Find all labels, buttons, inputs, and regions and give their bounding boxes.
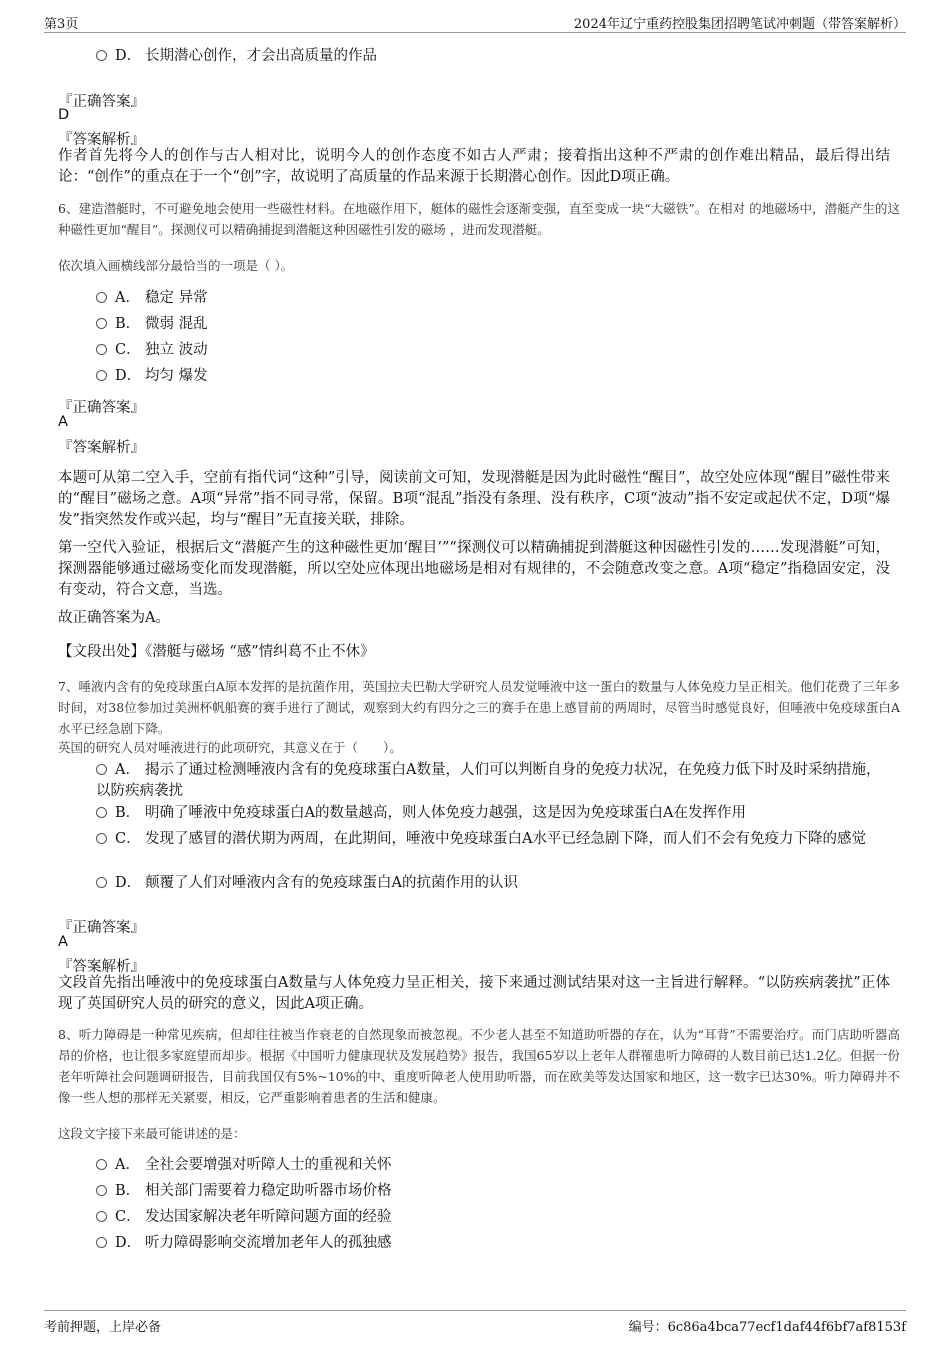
q7-answer: A: [58, 934, 68, 950]
q6-analysis-label: 『答案解析』: [58, 440, 145, 456]
radio-icon[interactable]: [96, 807, 107, 818]
q6-analysis-p2: 第一空代入验证，根据后文“潜艇产生的这种磁性更加‘醒目’”“探测仪可以精确捕捉到潜艇这种因磁性引发的……发现潜艇”可知，探测器能够通过磁场变化而发现潜艇，所以空处应体现出地磁场是相对有规律的，不会随意改变之意。A项“稳定”指稳固安定，没有变动，符合文意，当选。: [58, 540, 890, 598]
q6-source: 【文段出处】《潜艇与磁场 “感”情纠葛不止不休》: [58, 644, 375, 660]
q7-option-a[interactable]: A． 揭示了通过检测唾液内含有的免疫球蛋白A数量，人们可以判断自身的免疫力状况，在免疫力低下时及时采纳措施，以防疾病袭扰: [96, 762, 881, 799]
radio-icon[interactable]: [96, 344, 107, 355]
q5-analysis-label: 『答案解析』: [58, 132, 145, 148]
q8-question: 这段文字接下来最可能讲述的是：: [58, 1126, 246, 1141]
q7-analysis-label: 『答案解析』: [58, 959, 145, 975]
q8-option-a[interactable]: A． 全社会要增强对听障人士的重视和关怀: [96, 1155, 894, 1176]
q7-option-b[interactable]: B． 明确了唾液中免疫球蛋白A的数量越高，则人体免疫力越强，这是因为免疫球蛋白A在发挥作用: [96, 803, 894, 824]
q6-answer-label: 『正确答案』: [58, 400, 145, 416]
radio-icon[interactable]: [96, 1237, 107, 1248]
q7-stem: 7、唾液内含有的免疫球蛋白A原本发挥的是抗菌作用，英国拉夫巴勒大学研究人员发觉唾液中这一蛋白的数量与人体免疫力呈正相关。他们花费了三年多时间，对38位参加过美洲杯帆船赛的赛手进行了测试，观察到大约有四分之三的赛手在患上感冒前的两周时，尽管当时感觉良好，但唾液中免疫球蛋白A水平已经急剧下降。: [58, 679, 900, 736]
radio-icon[interactable]: [96, 833, 107, 844]
q6-analysis-p3: 故正确答案为A。: [58, 610, 170, 626]
q6-analysis-p1: 本题可从第二空入手，空前有指代词“这种”引导，阅读前文可知，发现潜艇是因为此时磁性“醒目”，故空处应体现“醒目”磁性带来的“醒目”磁场之意。A项“异常”指不同寻常，保留。B项“混乱”指没有条理、没有秩序，C项“波动”指不安定或起伏不定，D项“爆发”指突然发作或兴起，均与“醒目”无直接关联，排除。: [58, 470, 890, 528]
q7-option-c[interactable]: C． 发现了感冒的潜伏期为两周，在此期间，唾液中免疫球蛋白A水平已经急剧下降，而人们不会有免疫力下降的感觉: [96, 829, 894, 850]
q6-option-b[interactable]: B． 微弱 混乱: [96, 314, 894, 335]
radio-icon[interactable]: [96, 50, 107, 61]
footer-serial: 编号：6c86a4bca77ecf1daf44f6bf7af8153f: [628, 1320, 906, 1335]
q6-option-d[interactable]: D． 均匀 爆发: [96, 366, 894, 387]
radio-icon[interactable]: [96, 318, 107, 329]
q5-answer-label: 『正确答案』: [58, 94, 145, 110]
document-title: 2024年辽宁重药控股集团招聘笔试冲刺题（带答案解析）: [573, 17, 906, 32]
q5-answer: D: [58, 107, 70, 123]
q8-option-c[interactable]: C． 发达国家解决老年听障问题方面的经验: [96, 1207, 894, 1228]
q6-question: 依次填入画横线部分最恰当的一项是（ ）。: [58, 258, 294, 273]
radio-icon[interactable]: [96, 1159, 107, 1170]
radio-icon[interactable]: [96, 1211, 107, 1222]
q8-option-b[interactable]: B． 相关部门需要着力稳定助听器市场价格: [96, 1181, 894, 1202]
footer-slogan: 考前押题，上岸必备: [44, 1320, 162, 1335]
q6-option-a[interactable]: A． 稳定 异常: [96, 288, 894, 309]
radio-icon[interactable]: [96, 764, 107, 775]
page-footer: [44, 1310, 906, 1335]
q7-answer-label: 『正确答案』: [58, 920, 145, 936]
page-header: [44, 10, 906, 33]
q5-option-d[interactable]: D． 长期潜心创作，才会出高质量的作品: [96, 46, 894, 67]
q8-option-d[interactable]: D． 听力障碍影响交流增加老年人的孤独感: [96, 1233, 894, 1254]
q6-stem: 6、建造潜艇时，不可避免地会使用一些磁性材料。在地磁作用下，艇体的磁性会逐渐变强，直至变成一块“大磁铁”。在相对 的地磁场中，潜艇产生的这种磁性更加“醒目”。探测仪可以精确捕捉到潜艇这种因磁性引发的磁场 ，进而发现潜艇。: [58, 201, 900, 237]
q5-analysis: 作者首先将今人的创作与古人相对比，说明今人的创作态度不如古人严肃；接着指出这种不严肃的创作难出精品，最后得出结论：“创作”的重点在于一个“创”字，故说明了高质量的作品来源于长期潜心创作。因此D项正确。: [58, 148, 890, 185]
q7-option-d[interactable]: D． 颠覆了人们对唾液内含有的免疫球蛋白A的抗菌作用的认识: [96, 873, 894, 894]
radio-icon[interactable]: [96, 1185, 107, 1196]
q6-option-c[interactable]: C． 独立 波动: [96, 340, 894, 361]
q6-answer: A: [58, 414, 68, 430]
q7-analysis: 文段首先指出唾液中的免疫球蛋白A数量与人体免疫力呈正相关，接下来通过测试结果对这一主旨进行解释。“以防疾病袭扰”正体现了英国研究人员的研究的意义，因此A项正确。: [58, 975, 890, 1012]
radio-icon[interactable]: [96, 292, 107, 303]
q8-stem: 8、听力障碍是一种常见疾病，但却往往被当作衰老的自然现象而被忽视。不少老人甚至不知道助听器的存在，认为“耳背”不需要治疗。而门店助听器高昂的价格，也让很多家庭望而却步。根据《中国听力健康现状及发展趋势》报告，我国65岁以上老年人群罹患听力障碍的人数目前已达1.2亿。但据一份老年听障社会问题调研报告，目前我国仅有5%~10%的中、重度听障老人使用助听器，而在欧美等发达国家和地区，这一数字已达30%。听力障碍并不像一些人想的那样无关紧要，相反，它严重影响着患者的生活和健康。: [58, 1027, 900, 1105]
radio-icon[interactable]: [96, 370, 107, 381]
q7-question: 英国的研究人员对唾液进行的此项研究，其意义在于（ ）。: [58, 740, 402, 755]
page-number: 第3页: [44, 17, 79, 32]
radio-icon[interactable]: [96, 877, 107, 888]
